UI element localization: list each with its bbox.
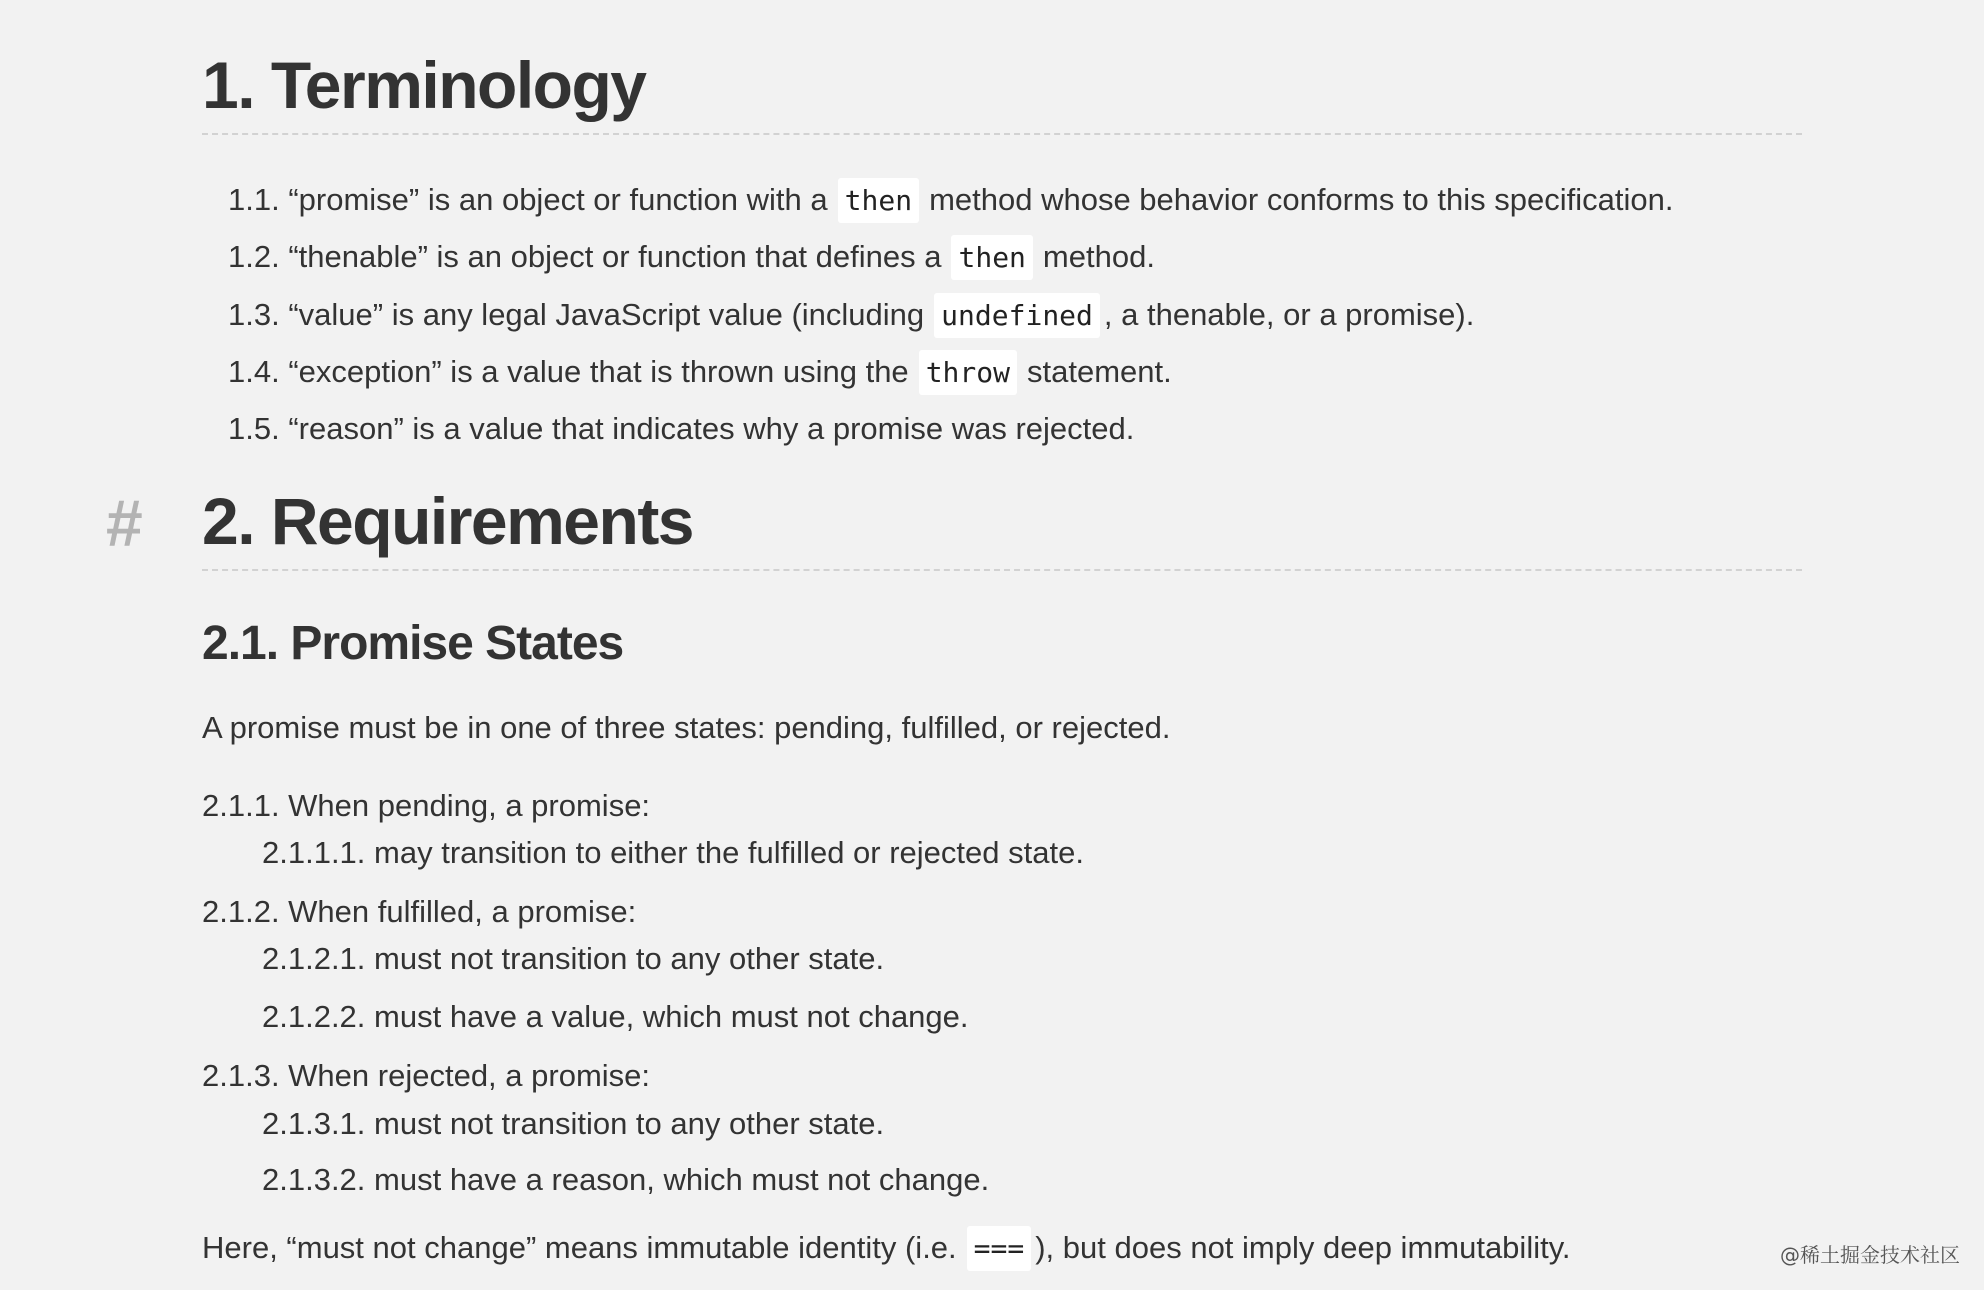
watermark: @稀土掘金技术社区 <box>1780 1243 1960 1267</box>
immutability-note: Here, “must not change” means immutable identity (i.e. === ), but does not imply deep immutability. <box>202 1228 1571 1269</box>
state-item-rejected: 2.1.3. When rejected, a promise: <box>202 1058 651 1093</box>
promise-states-intro: A promise must be in one of three states: pending, fulfilled, or rejected. <box>202 710 1171 745</box>
state-item-fulfilled: 2.1.2. When fulfilled, a promise: <box>202 894 637 929</box>
state-subitem: 2.1.3.2. must have a reason, which must not change. <box>262 1162 990 1197</box>
state-subitem: 2.1.1.1. may transition to either the fulfilled or rejected state. <box>262 835 1084 870</box>
inline-code: then <box>838 178 919 223</box>
state-subitem: 2.1.2.2. must have a value, which must not change. <box>262 999 969 1034</box>
subsection-title-promise-states: 2.1. Promise States <box>202 617 624 670</box>
terminology-item-value: 1.3. “value” is any legal JavaScript value (including undefined , a thenable, or a promise). <box>228 295 1474 336</box>
heading-anchor-link[interactable]: # <box>106 486 143 560</box>
heading-divider <box>202 569 1802 571</box>
terminology-item-exception: 1.4. “exception” is a value that is thrown using the throw statement. <box>228 352 1172 393</box>
inline-code: throw <box>919 350 1017 395</box>
state-subitem: 2.1.3.1. must not transition to any other state. <box>262 1106 885 1141</box>
terminology-item-thenable: 1.2. “thenable” is an object or function that defines a then method. <box>228 237 1155 278</box>
inline-code: === <box>967 1226 1032 1271</box>
section-title-requirements: 2. Requirements <box>202 484 693 558</box>
state-item-pending: 2.1.1. When pending, a promise: <box>202 788 651 823</box>
terminology-item-promise: 1.1. “promise” is an object or function with a then method whose behavior conforms to this specification. <box>228 180 1673 221</box>
heading-divider <box>202 133 1802 135</box>
inline-code: then <box>951 235 1032 280</box>
inline-code: undefined <box>934 293 1100 338</box>
state-subitem: 2.1.2.1. must not transition to any other state. <box>262 941 885 976</box>
terminology-item-reason: 1.5. “reason” is a value that indicates why a promise was rejected. <box>228 411 1135 446</box>
section-title-terminology: 1. Terminology <box>202 48 646 122</box>
